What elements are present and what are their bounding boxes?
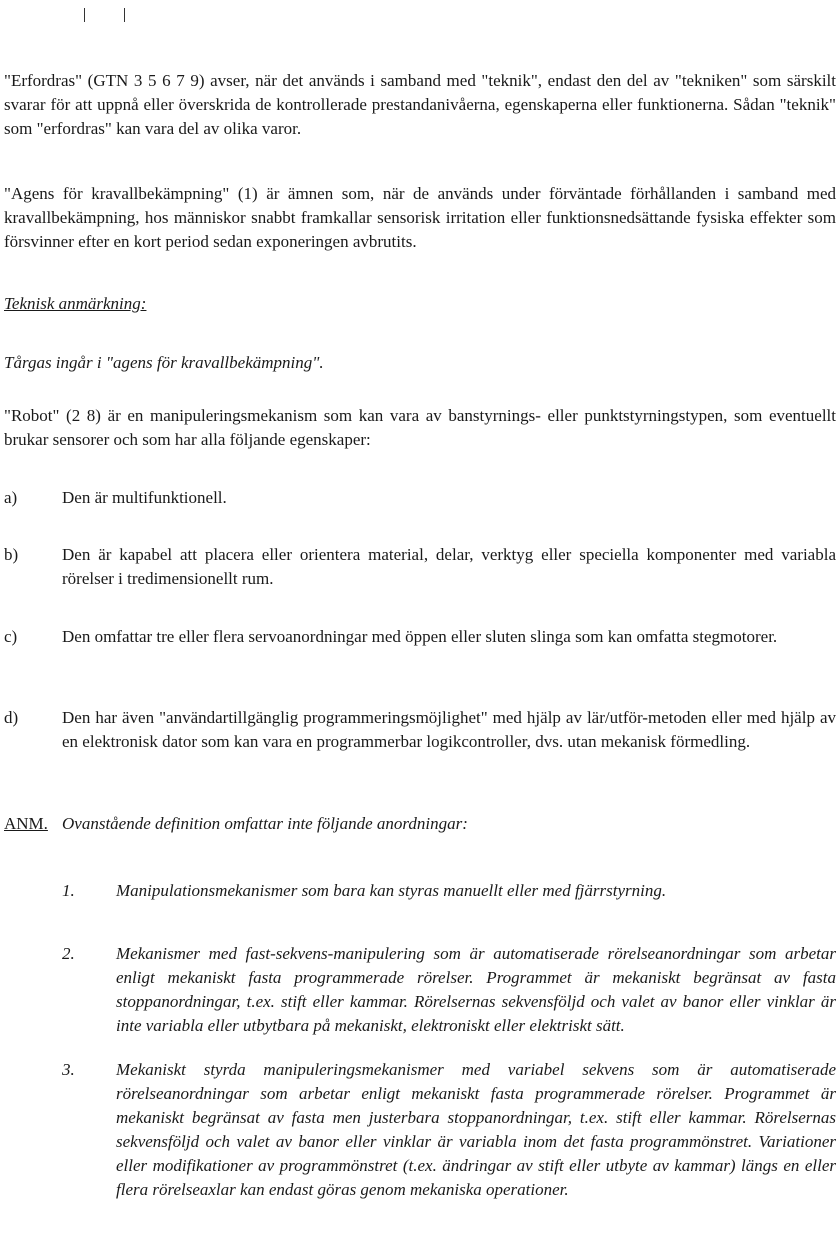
anm-text: Ovanstående definition omfattar inte följande anordningar: — [62, 814, 468, 833]
header-mark-left — [84, 8, 85, 22]
sub-item-text: Mekanismer med fast-sekvens-manipulering som är automatiserade rörelseanordningar som arbetar enligt mekaniskt fasta programmerade rörelser. Programmet är mekaniskt begränsat av fasta stoppanordningar, t.ex. stift eller kammar. Rörelsernas sekvensföljd och valet av banor eller vinklar är inte variabla eller utbytbara på mekaniskt, elektroniskt eller elektriskt sätt. — [116, 944, 836, 1035]
sub-item-number: 2. — [62, 944, 75, 963]
sub-item-number: 1. — [62, 881, 75, 900]
list-item-text: Den har även "användartillgänglig programmeringsmöjlighet" med hjälp av lär/utför-metoden eller med hjälp av en elektronisk dator som kan vara en programmerbar logikcontroller, dvs. utan mekanisk förmedling. — [62, 708, 836, 751]
list-item-label: a) — [4, 488, 18, 507]
list-item-label: d) — [4, 708, 19, 727]
list-item-text: Den är multifunktionell. — [62, 488, 227, 507]
list-item-label: c) — [4, 627, 18, 646]
teknisk-anmarkning-heading: Teknisk anmärkning: — [4, 294, 147, 313]
list-item-text: Den omfattar tre eller flera servoanordningar med öppen eller sluten slinga som kan omfatta stegmotorer. — [62, 627, 778, 646]
sub-item-number: 3. — [62, 1060, 75, 1079]
header-mark-right — [124, 8, 125, 22]
paragraph-agens: "Agens för kravallbekämpning" (1) är ämnen som, när de används under förväntade förhållanden i samband med kravallbekämpning, hos människor snabbt framkallar sensorisk irritation eller funktionsnedsättande fysiska effekter som försvinner efter en kort period sedan exponeringen avbrutits. — [4, 184, 836, 251]
paragraph-targas: Tårgas ingår i "agens för kravallbekämpning". — [4, 353, 324, 372]
anm-label: ANM. — [4, 814, 48, 833]
sub-item-text: Mekaniskt styrda manipuleringsmekanismer med variabel sekvens som är automatiserade rörelseanordningar som arbetar enligt mekaniskt fasta programmerade rörelser. Programmet är mekaniskt begränsat av fasta men justerbara stoppanordningar, t.ex. stift eller kammar. Rörelsernas sekvensföljd och valet av banor eller vinklar är variabla inom det fasta programmönstret. Variationer eller modifikationer av programmönstret (t.ex. ändringar av stift eller utbyte av kammar) längs en eller flera rörelseaxlar kan endast göras genom mekaniska operationer. — [116, 1060, 836, 1199]
sub-item-text: Manipulationsmekanismer som bara kan styras manuellt eller med fjärrstyrning. — [116, 881, 667, 900]
paragraph-erfordras: "Erfordras" (GTN 3 5 6 7 9) avser, när det används i samband med "teknik", endast den del av "tekniken" som särskilt svarar för att uppnå eller överskrida de kontrollerade prestandanivåerna, egenskaperna eller funktionerna. Sådan "teknik" som "erfordras" kan vara del av olika varor. — [4, 71, 836, 138]
list-item-text: Den är kapabel att placera eller orientera material, delar, verktyg eller speciella komponenter med variabla rörelser i tredimensionellt rum. — [62, 545, 836, 588]
list-item-label: b) — [4, 545, 19, 564]
paragraph-robot: "Robot" (2 8) är en manipuleringsmekanism som kan vara av banstyrnings- eller punktstyrningstypen, som eventuellt brukar sensorer och som har alla följande egenskaper: — [4, 406, 836, 449]
